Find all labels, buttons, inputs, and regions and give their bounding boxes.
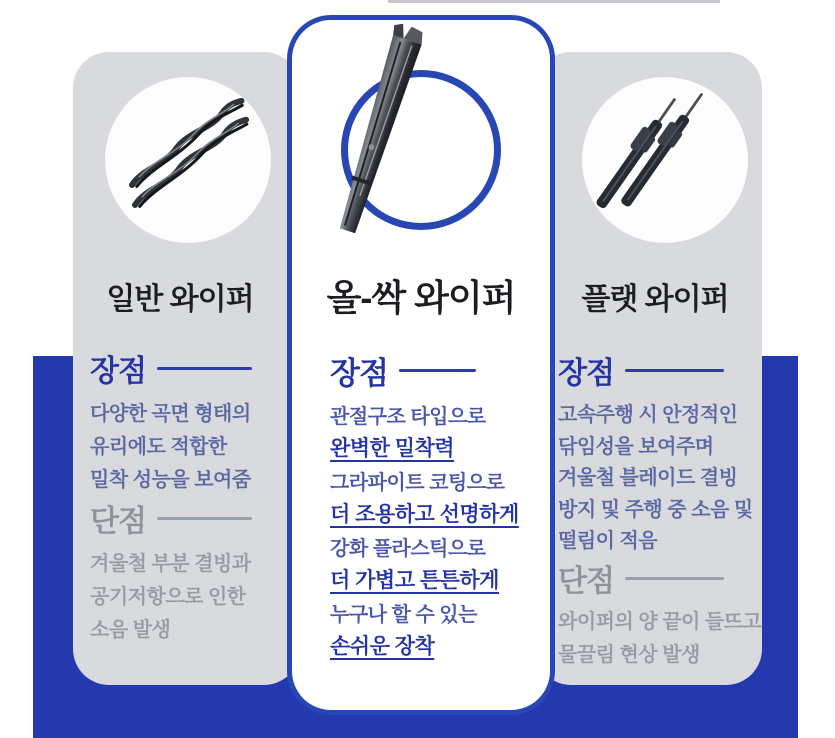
pros-highlight: 더 가볍고 튼튼하게 [330,569,499,592]
regular-pros-heading [90,346,252,390]
regular-wiper-photo-circle [105,77,271,243]
cons-line: 와이퍼의 양 끝이 들뜨고 [558,611,762,633]
pros-highlight: 완벽한 밀착력 [330,437,455,460]
pros-label: 장점 [90,355,146,388]
conventional-wiper-image [105,77,271,243]
pros-line: 다양한 곡면 형태의 [90,403,251,425]
pros-pair [330,468,519,530]
heading-rule [157,367,252,370]
flat-cons-text [558,606,761,672]
allssak-pros-heading [330,348,476,393]
heading-rule [625,369,724,372]
allssak-wiper-image [287,15,555,270]
pros-pair [330,402,519,464]
cons-line: 공기저항으로 인한 [90,586,246,608]
allssak-pros-text [330,402,519,666]
pros-highlight: 더 조용하고 선명하게 [330,503,519,526]
flat-pros-heading [558,348,724,392]
pros-intro: 관절구조 타입으로 [330,406,486,428]
regular-cons-heading [90,496,252,540]
heading-rule [157,517,252,520]
heading-rule [625,577,724,580]
pros-line: 떨림이 적음 [558,530,658,552]
flat-wiper-image [582,77,748,243]
pros-pair [330,600,519,662]
pros-line: 유리에도 적합한 [90,436,227,458]
pros-pair [330,534,519,596]
pros-line: 방지 및 주행 중 소음 및 [558,498,753,521]
top-border-artifact [388,0,720,3]
pros-line: 고속주행 시 안정적인 [558,404,738,426]
pros-intro: 강화 플라스틱으로 [330,538,486,560]
cons-line: 겨울철 부분 결빙과 [90,553,251,575]
heading-rule [399,369,476,372]
pros-intro: 그라파이트 코팅으로 [330,472,505,494]
regular-pros-text [90,398,251,497]
cons-line: 물끌림 현상 발생 [558,644,700,666]
flat-cons-heading [558,556,724,600]
pros-line: 밀착 성능을 보여줌 [90,469,251,491]
cons-label: 단점 [90,505,146,538]
pros-intro: 누구나 할 수 있는 [330,604,477,626]
cons-line: 소음 발생 [90,619,171,641]
flat-pros-text [558,400,753,558]
column-title-allssak: 올-싹 와이퍼 [326,277,516,318]
column-title-flat: 플랫 와이퍼 [581,283,729,316]
cons-label: 단점 [558,565,614,598]
pros-line: 겨울철 블레이드 결빙 [558,467,738,489]
pros-label: 장점 [330,356,388,391]
pros-label: 장점 [558,357,614,390]
pros-highlight: 손쉬운 장착 [330,635,435,658]
flat-wiper-photo-circle [582,77,748,243]
pros-line: 닦임성을 보여주며 [558,435,714,458]
regular-cons-text [90,548,251,647]
column-title-regular: 일반 와이퍼 [106,283,254,316]
